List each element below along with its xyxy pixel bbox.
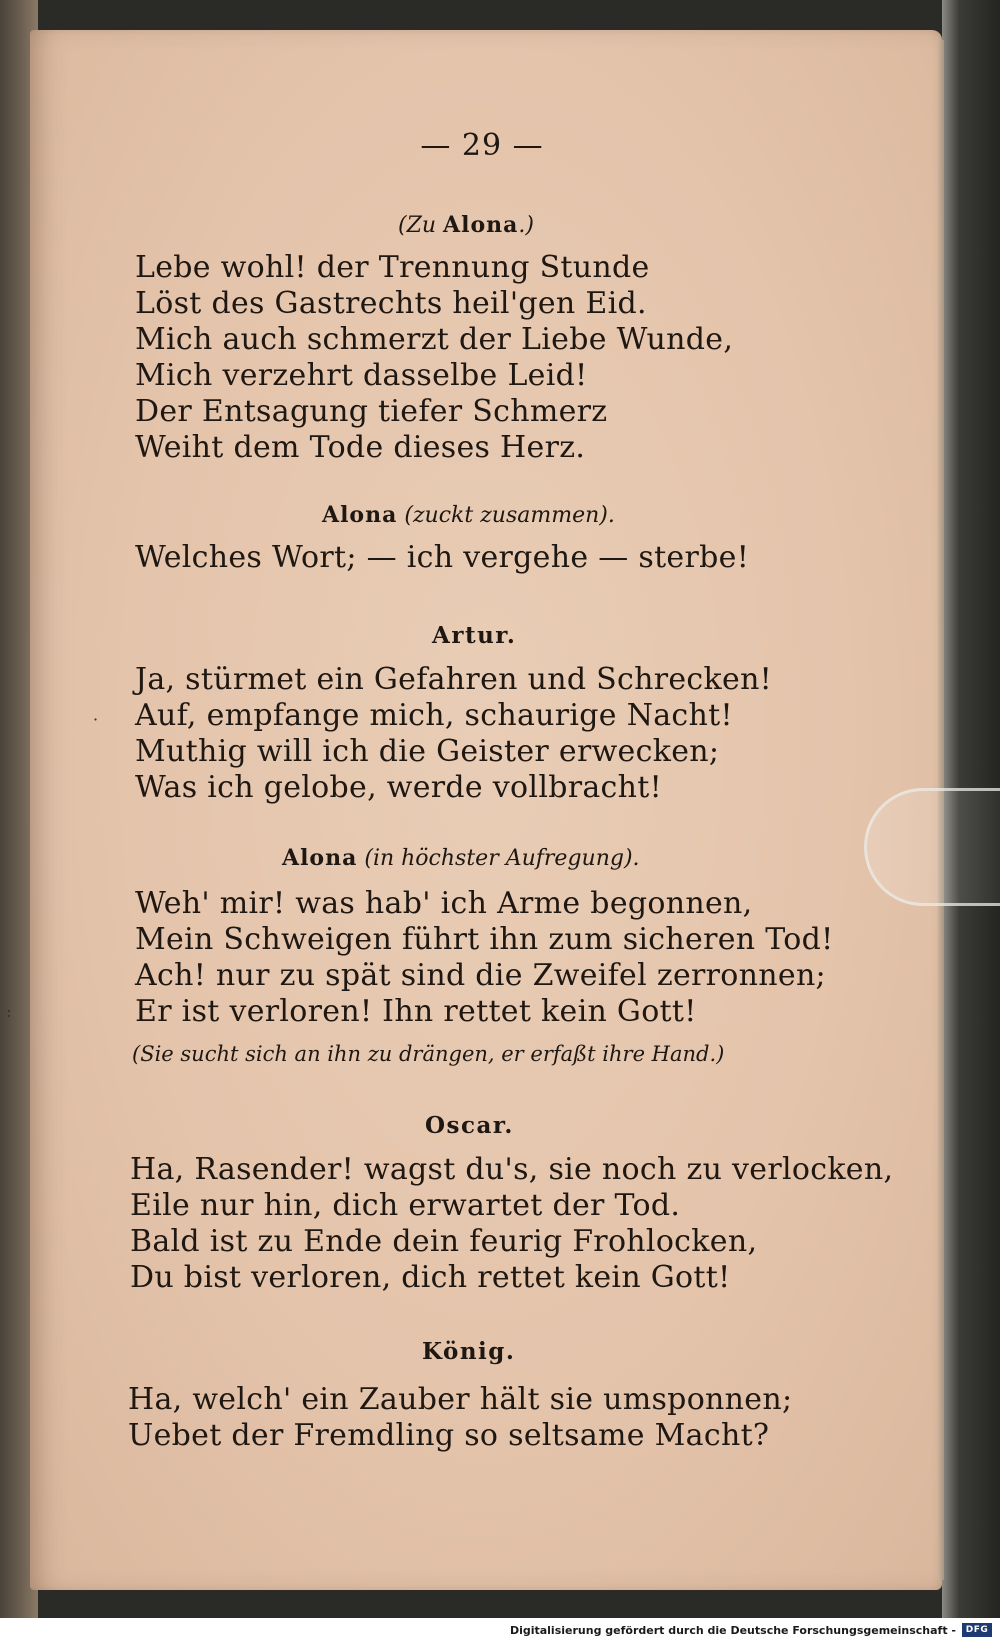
verse-line: Welches Wort; — ich vergehe — sterbe! — [135, 540, 750, 575]
speaker-name: Alona — [282, 845, 358, 871]
funding-credit: Digitalisierung gefördert durch die Deutsche Forschungsgemeinschaft - — [509, 1624, 956, 1637]
page-number: — 29 — — [420, 128, 544, 163]
verse-block-artur — [135, 662, 772, 806]
verse-line: Er ist verloren! Ihn rettet kein Gott! — [135, 994, 697, 1029]
stage-direction-open: (Zu — [398, 213, 444, 238]
verse-line: Lebe wohl! der Trennung Stunde — [135, 250, 650, 285]
verse-line: Mein Schweigen führt ihn zum sicheren Tod! — [135, 922, 834, 957]
verse-line: Mich verzehrt dasselbe Leid! — [135, 358, 588, 393]
verse-line: Uebet der Fremdling so seltsame Macht? — [128, 1418, 770, 1453]
stage-direction: (in höchster Aufregung). — [364, 846, 640, 871]
verse-line: Weh' mir! was hab' ich Arme begonnen, — [135, 886, 753, 921]
speaker-heading-artur: Artur. — [432, 622, 517, 649]
speaker-name: Alona — [322, 502, 398, 528]
stage-direction-alona-hand: (Sie sucht sich an ihn zu drängen, er erfaßt ihre Hand.) — [132, 1042, 725, 1066]
verse-line: Ha, Rasender! wagst du's, sie noch zu verlocken, — [130, 1152, 894, 1187]
speaker-heading-alona — [322, 502, 615, 528]
verse-line: Was ich gelobe, werde vollbracht! — [135, 770, 662, 805]
dfg-logo: DFG — [962, 1623, 992, 1637]
speaker-heading-alona-2 — [282, 845, 640, 871]
verse-block-alona-1 — [135, 540, 749, 576]
verse-block-koenig — [128, 1382, 792, 1454]
verse-line: Der Entsagung tiefer Schmerz — [135, 394, 608, 429]
verse-line: Ja, stürmet ein Gefahren und Schrecken! — [135, 662, 773, 697]
margin-mark: · — [93, 710, 99, 729]
speaker-heading-koenig: König. — [422, 1338, 516, 1365]
margin-mark: : — [6, 1002, 12, 1021]
speaker-heading-oscar: Oscar. — [425, 1112, 514, 1139]
verse-line: Bald ist zu Ende dein feurig Frohlocken, — [130, 1224, 758, 1259]
verse-line: Weiht dem Tode dieses Herz. — [135, 430, 586, 465]
verse-line: Auf, empfange mich, schaurige Nacht! — [135, 698, 733, 733]
verse-line: Muthig will ich die Geister erwecken; — [135, 734, 720, 769]
verse-block-artur-farewell — [135, 250, 733, 466]
stage-direction: (zuckt zusammen). — [404, 503, 615, 528]
stage-direction-name: Alona — [443, 212, 519, 238]
stage-direction-close: .) — [518, 213, 534, 238]
verse-line: Mich auch schmerzt der Liebe Wunde, — [135, 322, 734, 357]
verse-line: Eile nur hin, dich erwartet der Tod. — [130, 1188, 681, 1223]
verse-line: Ha, welch' ein Zauber hält sie umsponnen; — [128, 1382, 793, 1417]
verse-line: Du bist verloren, dich rettet kein Gott! — [130, 1260, 731, 1295]
verse-line: Löst des Gastrechts heil'gen Eid. — [135, 286, 647, 321]
verse-line: Ach! nur zu spät sind die Zweifel zerronnen; — [135, 958, 826, 993]
verse-block-alona-2 — [135, 886, 833, 1030]
page-clip — [864, 788, 1000, 906]
stage-direction-to-alona — [398, 212, 534, 238]
verse-block-oscar — [130, 1152, 893, 1296]
